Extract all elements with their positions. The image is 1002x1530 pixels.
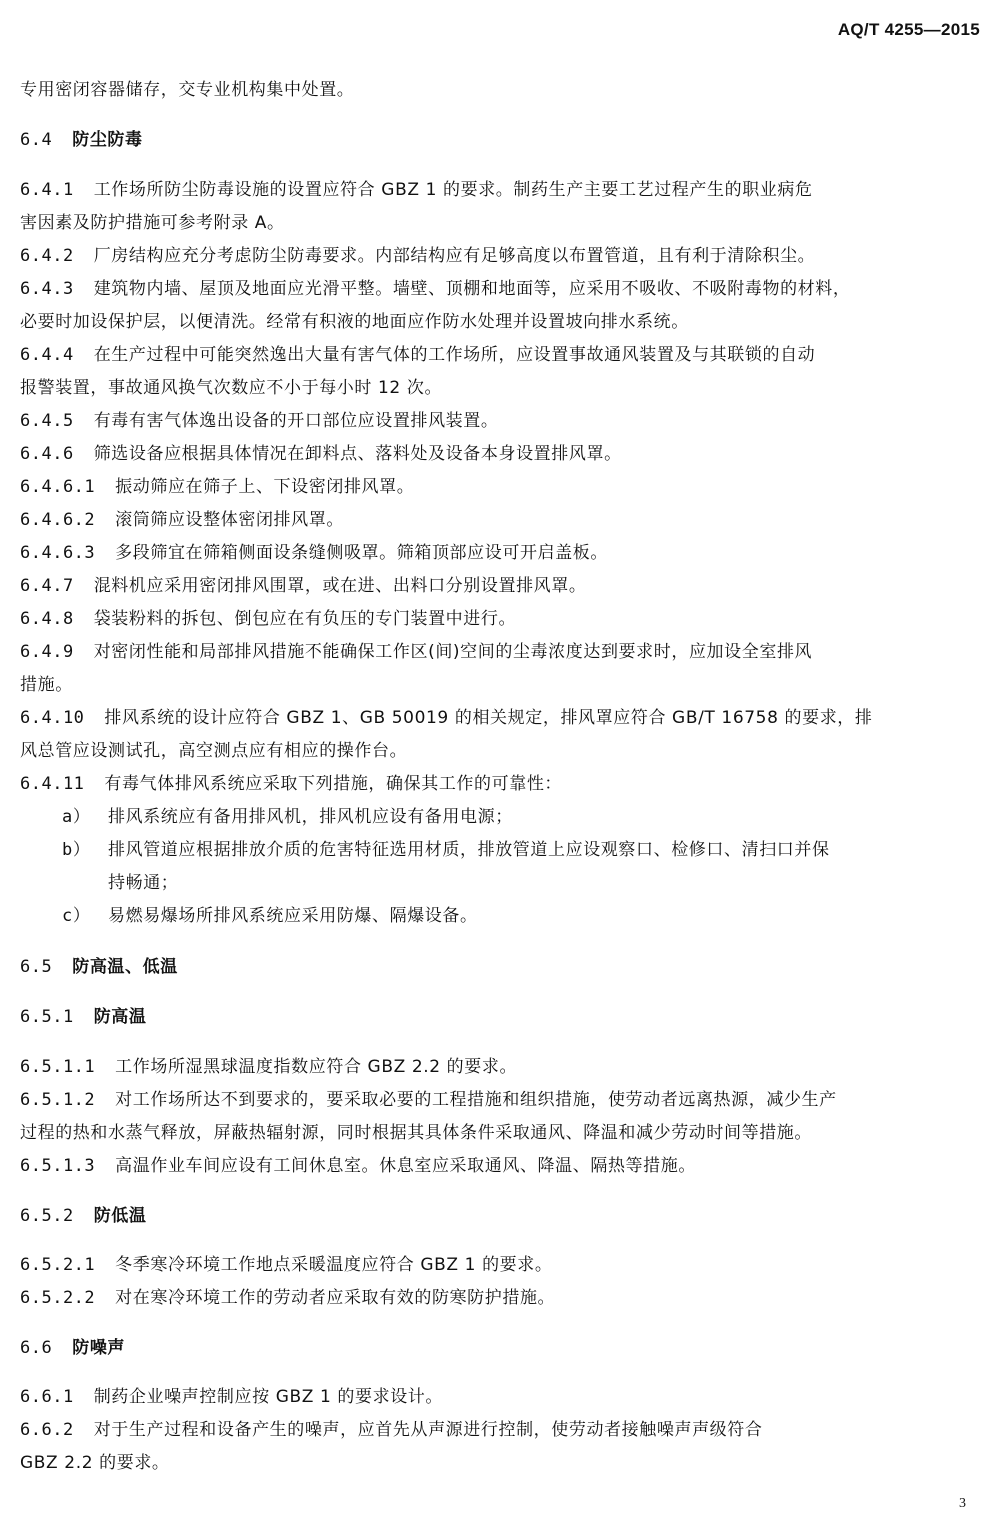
list-item-c: c） 易燃易爆场所排风系统应采用防爆、隔爆设备。 xyxy=(62,906,478,926)
clause-6-4-3-line2: 必要时加设保护层，以便清洗。经常有积液的地面应作防水处理并设置坡向排水系统。 xyxy=(20,312,689,332)
clause-6-4-5: 6.4.5 有毒有害气体逸出设备的开口部位应设置排风装置。 xyxy=(20,411,499,431)
clause-6-4-10: 6.4.10 排风系统的设计应符合 GBZ 1、GB 50019 的相关规定，排风罩应符合 GB/T 16758 的要求，排 xyxy=(20,708,873,728)
list-item-b: b） 排风管道应根据排放介质的危害特征选用材质，排放管道上应设观察口、检修口、清扫口并保 xyxy=(62,840,830,860)
clause-6-4-6-1: 6.4.6.1 振动筛应在筛子上、下设密闭排风罩。 xyxy=(20,477,415,497)
list-item-b-line2: 持畅通； xyxy=(108,873,179,893)
clause-6-4-1: 6.4.1 工作场所防尘防毒设施的设置应符合 GBZ 1 的要求。制药生产主要工艺过程产生的职业病危 xyxy=(20,180,813,200)
section-heading-6-4: 6.4 防尘防毒 xyxy=(20,130,143,150)
clause-6-4-6-2: 6.4.6.2 滚筒筛应设整体密闭排风罩。 xyxy=(20,510,344,530)
clause-6-5-1-2: 6.5.1.2 对工作场所达不到要求的，要采取必要的工程措施和组织措施，使劳动者远离热源，减少生产 xyxy=(20,1090,837,1110)
clause-6-4-9: 6.4.9 对密闭性能和局部排风措施不能确保工作区(间)空间的尘毒浓度达到要求时，应加设全室排风 xyxy=(20,642,813,662)
section-heading-6-5-2: 6.5.2 防低温 xyxy=(20,1206,147,1226)
clause-6-5-2-2: 6.5.2.2 对在寒冷环境工作的劳动者应采取有效的防寒防护措施。 xyxy=(20,1288,556,1308)
clause-6-4-8: 6.4.8 袋装粉料的拆包、倒包应在有负压的专门装置中进行。 xyxy=(20,609,517,629)
list-item-a: a） 排风系统应有备用排风机，排风机应设有备用电源； xyxy=(62,807,513,827)
page-number: 3 xyxy=(959,1496,966,1511)
clause-6-6-1: 6.6.1 制药企业噪声控制应按 GBZ 1 的要求设计。 xyxy=(20,1387,443,1407)
clause-6-5-1-1: 6.5.1.1 工作场所湿黑球温度指数应符合 GBZ 2.2 的要求。 xyxy=(20,1057,518,1077)
clause-6-4-4: 6.4.4 在生产过程中可能突然逸出大量有害气体的工作场所，应设置事故通风装置及与其联锁的自动 xyxy=(20,345,816,365)
clause-6-4-3: 6.4.3 建筑物内墙、屋顶及地面应光滑平整。墙壁、顶棚和地面等，应采用不吸收、不吸附毒物的材料， xyxy=(20,279,851,299)
section-heading-6-5-1: 6.5.1 防高温 xyxy=(20,1007,147,1027)
clause-6-4-11: 6.4.11 有毒气体排风系统应采取下列措施，确保其工作的可靠性： xyxy=(20,774,563,794)
paragraph-continuation: 专用密闭容器储存，交专业机构集中处置。 xyxy=(20,80,355,100)
clause-6-6-2-line2: GBZ 2.2 的要求。 xyxy=(20,1453,170,1473)
document-id: AQ/T 4255—2015 xyxy=(837,20,980,39)
clause-6-4-1-line2: 害因素及防护措施可参考附录 A。 xyxy=(20,213,285,233)
clause-6-4-10-line2: 风总管应设测试孔，高空测点应有相应的操作台。 xyxy=(20,741,408,761)
clause-6-4-4-line2: 报警装置，事故通风换气次数应不小于每小时 12 次。 xyxy=(20,378,443,398)
section-heading-6-6: 6.6 防噪声 xyxy=(20,1338,126,1358)
clause-6-4-9-line2: 措施。 xyxy=(20,675,73,695)
clause-6-5-1-3: 6.5.1.3 高温作业车间应设有工间休息室。休息室应采取通风、降温、隔热等措施。 xyxy=(20,1156,696,1176)
clause-6-4-6-3: 6.4.6.3 多段筛宜在筛箱侧面设条缝侧吸罩。筛箱顶部应设可开启盖板。 xyxy=(20,543,608,563)
clause-6-5-2-1: 6.5.2.1 冬季寒冷环境工作地点采暖温度应符合 GBZ 1 的要求。 xyxy=(20,1255,553,1275)
clause-6-4-6: 6.4.6 筛选设备应根据具体情况在卸料点、落料处及设备本身设置排风罩。 xyxy=(20,444,622,464)
clause-6-4-7: 6.4.7 混料机应采用密闭排风围罩，或在进、出料口分别设置排风罩。 xyxy=(20,576,587,596)
clause-6-5-1-2-line2: 过程的热和水蒸气释放，屏蔽热辐射源，同时根据其具体条件采取通风、降温和减少劳动时间等措施。 xyxy=(20,1123,812,1143)
section-heading-6-5: 6.5 防高温、低温 xyxy=(20,957,178,977)
clause-6-6-2: 6.6.2 对于生产过程和设备产生的噪声，应首先从声源进行控制，使劳动者接触噪声声级符合 xyxy=(20,1420,763,1440)
clause-6-4-2: 6.4.2 厂房结构应充分考虑防尘防毒要求。内部结构应有足够高度以布置管道，且有利于清除积尘。 xyxy=(20,246,816,266)
